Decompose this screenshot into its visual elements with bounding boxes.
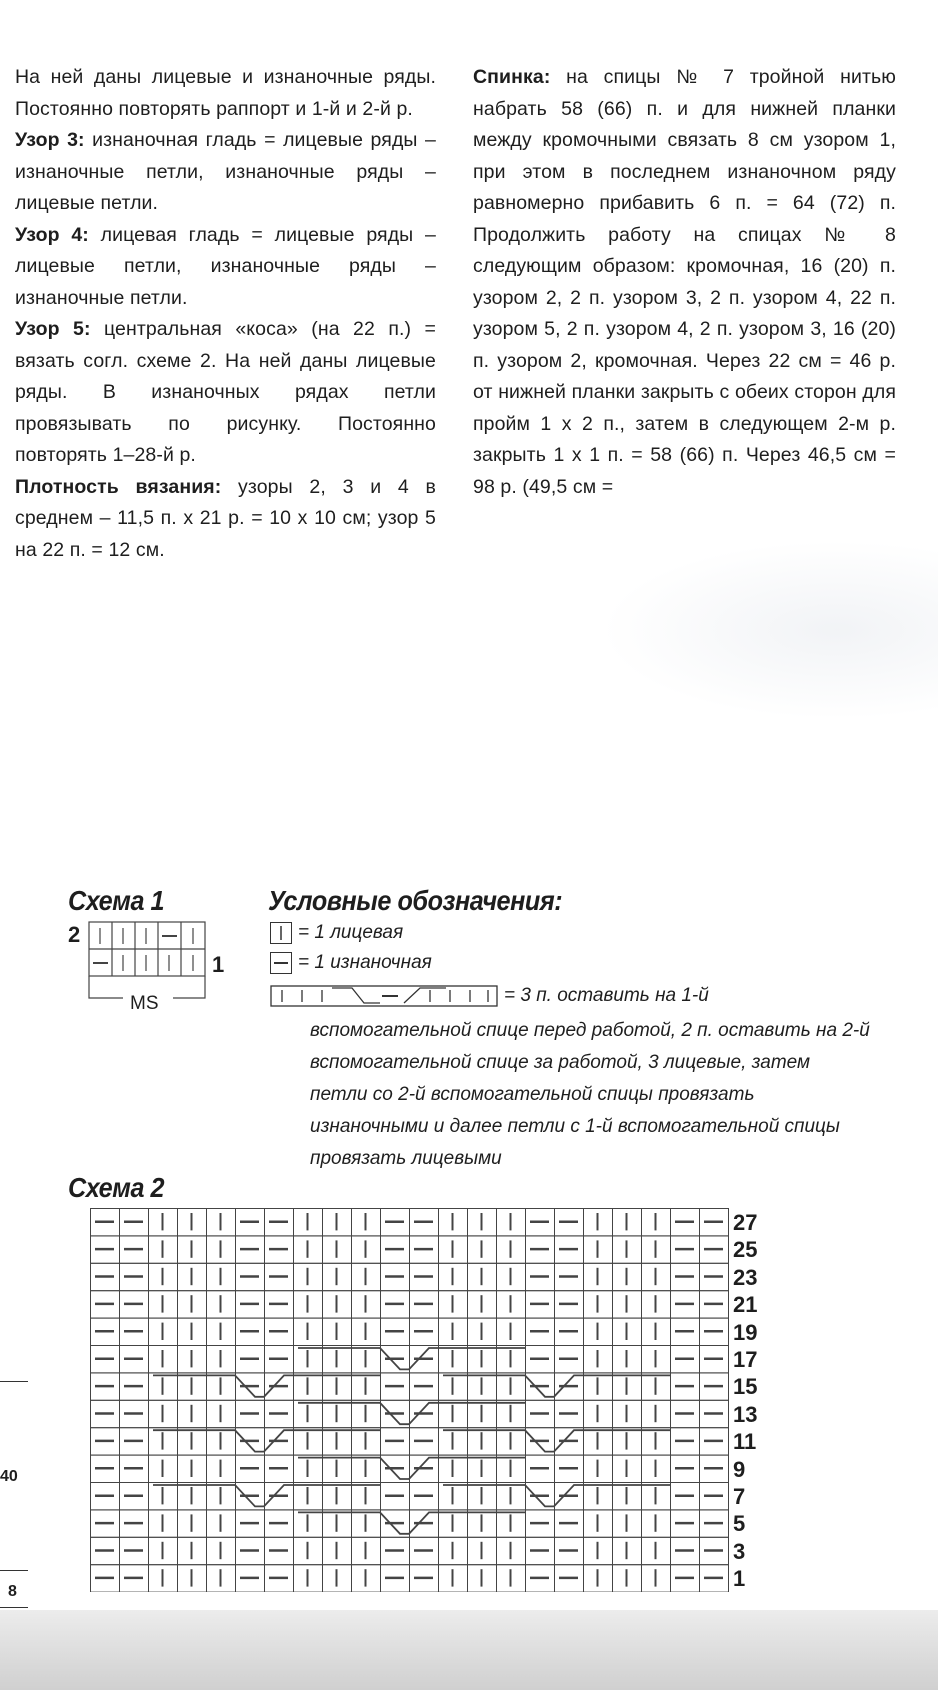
row-number: 3	[733, 1538, 746, 1564]
row-number: 19	[733, 1319, 758, 1345]
paragraph-pattern-5: Узор 5: центральная «коса» (на 22 п.) = вязать согл. схеме 2. На ней даны лицевые ряды. В изнаночных рядах петли провязывать по рисунку. Постоянно повторять 1–28-й р.	[15, 318, 437, 466]
paragraph-back: Спинка: на спицы № 7 тройной нитью набрать 58 (66) п. и для нижней планки между кромочными связать 8 см узором 1, при этом в последнем изнаночном ряду равномерно прибавить 6 п. = 64 (72) п. Продолжить работу на спицах № 8 следующим образом: кромочная, 16 (20) п. узором 2, 2 п. узором 3, 2 п. узором 4, 22 п. узором 5, 2 п. узором 4, 2 п. узором 3, 16 (20) п. узором 2, кромочная. Через 22 см = 46 р. от нижней планки закрыть с обеих сторон для пройм 1 х 2 п., затем в следующем 2-м р. закрыть 1 х 1 п. = 58 (66) п. Через 46,5 см = 98 р. (49,5 см =	[473, 66, 896, 498]
row-number: 17	[733, 1347, 758, 1372]
row-number: 5	[733, 1511, 746, 1537]
margin-line	[0, 1570, 28, 1571]
right-text-column	[473, 62, 896, 503]
row-number: 21	[733, 1292, 758, 1318]
row-number: 23	[733, 1264, 758, 1290]
cable-cross	[298, 1512, 525, 1533]
legend-cable-description: вспомогательной спице перед работой, 2 п. оставить на 2-й вспомогательной спице за работой, 3 лицевые, затем петли со 2-й вспомогательной спицы провязать изнаночными и далее петли с 1-й вспомогательной спицы провязать лицевыми	[310, 1020, 870, 1169]
purl-symbol-icon	[270, 952, 292, 974]
legend-knit: = 1 лицевая	[270, 922, 403, 944]
cable-symbol-icon	[270, 985, 498, 1007]
scheme2-chart	[90, 1208, 730, 1592]
paragraph-pattern-4: Узор 4: лицевая гладь = лицевые ряды – лицевые петли, изнаночные ряды – изнаночные петли.	[15, 223, 436, 309]
knit-symbol-icon	[270, 922, 292, 944]
left-text-column	[15, 62, 436, 566]
margin-line	[0, 1381, 28, 1382]
scheme1-row-bottom: 1	[212, 952, 225, 977]
row-number: 11	[733, 1429, 757, 1455]
cable-cross	[298, 1458, 525, 1479]
margin-number-40: 40	[0, 1468, 18, 1485]
paper-glare	[600, 540, 938, 720]
scheme2-title: Схема 2	[68, 1172, 165, 1203]
row-number: 13	[733, 1401, 758, 1427]
legend-cable: = 3 п. оставить на 1-й	[270, 985, 709, 1007]
paragraph-intro: На ней даны лицевые и изнаночные ряды. Постоянно повторять раппорт и 1-й и 2-й р.	[15, 66, 436, 120]
cable-cross	[298, 1403, 525, 1424]
legend-purl: = 1 изнаночная	[270, 952, 432, 974]
scheme1-row-top: 2	[68, 922, 81, 947]
cable-cross	[443, 1375, 670, 1396]
paragraph-pattern-3: Узор 3: изнаночная гладь = лицевые ряды – изнаночные петли, изнаночные ряды – лицевые петли.	[15, 129, 436, 214]
cable-cross	[443, 1485, 670, 1506]
row-number: 25	[733, 1237, 758, 1263]
cable-cross	[153, 1375, 380, 1396]
row-number: 7	[733, 1484, 746, 1509]
paragraph-gauge: Плотность вязания: узоры 2, 3 и 4 в среднем – 11,5 п. х 21 р. = 10 х 10 см; узор 5 на 22 п. = 12 см.	[15, 475, 436, 561]
photo-shadow	[0, 1610, 938, 1690]
row-number: 27	[733, 1210, 758, 1235]
scheme1-repeat-label: MS	[130, 993, 159, 1014]
cable-cross	[153, 1430, 380, 1451]
legend-title: Условные обозначения:	[268, 885, 563, 916]
cable-cross	[443, 1430, 670, 1451]
row-number: 15	[733, 1374, 758, 1400]
row-number: 9	[733, 1456, 746, 1482]
cable-cross	[298, 1348, 525, 1369]
margin-number-8: 8	[8, 1583, 17, 1600]
scheme1-title: Схема 1	[68, 885, 165, 916]
cable-cross	[153, 1485, 380, 1506]
margin-line	[0, 1607, 28, 1608]
row-number: 1	[733, 1566, 746, 1592]
